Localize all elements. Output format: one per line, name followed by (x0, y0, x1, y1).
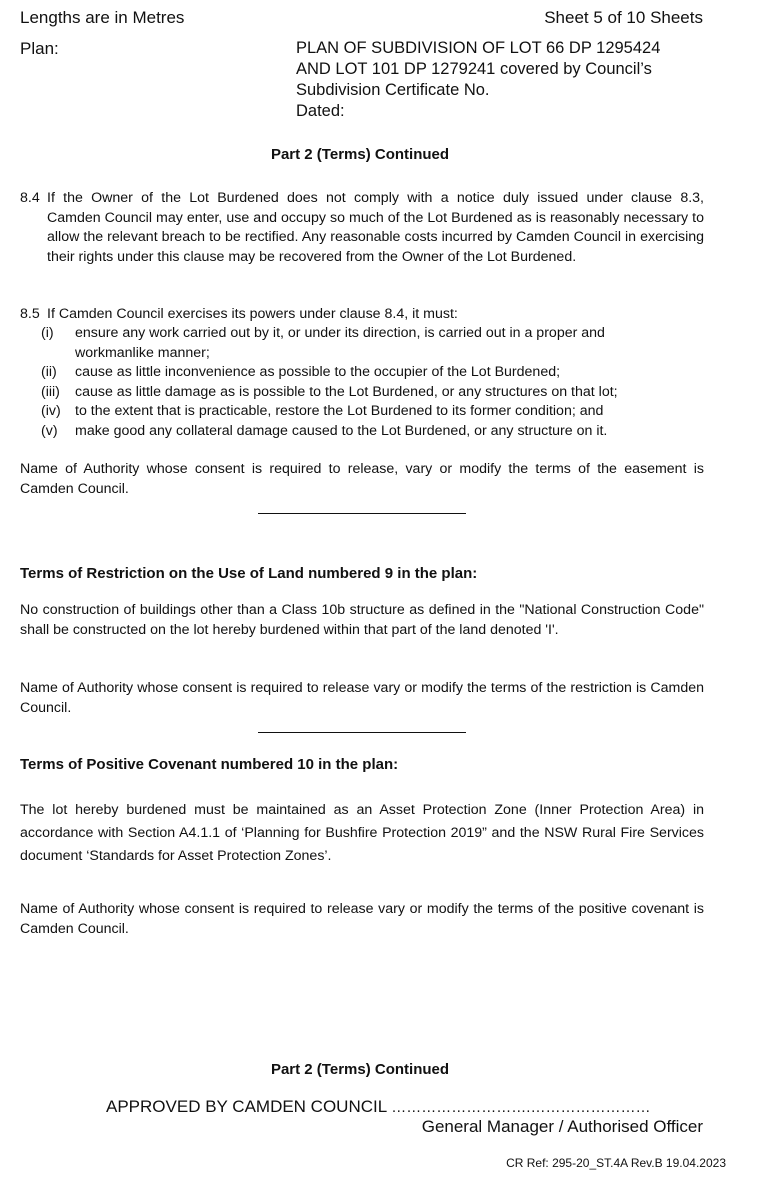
signature-dots: ……………………….…………………… (391, 1099, 651, 1116)
clause-line: If the Owner of the Lot Burdened does not comply with a notice duly issued under clause 8.3, (47, 190, 704, 206)
item-text: workmanlike manner; (75, 344, 210, 361)
list-item (20, 402, 704, 422)
clause-body: Camden Council may enter, use and occupy so much of the Lot Burdened as is reasonably necessary to allow the relevant breach to be rectified. Any reasonable costs incurred by Camden Council in exercising their rights under this clause may be recovered from the Owner of the Lot Burdened. (47, 209, 704, 265)
plan-title-line: Subdivision Certificate No. (296, 81, 490, 99)
item-text: make good any collateral damage caused to the Lot Burdened, or any structure on it. (75, 422, 608, 439)
authority-easement: Name of Authority whose consent is required to release, vary or modify the terms of the easement is Camden Council. (20, 461, 704, 497)
covenant-heading: Terms of Positive Covenant numbered 10 in the plan: (20, 756, 399, 773)
approval-line (106, 1096, 650, 1118)
divider (258, 513, 466, 514)
item-text: to the extent that is practicable, restore the Lot Burdened to its former condition; and (75, 403, 604, 419)
restriction-authority: Name of Authority whose consent is required to release vary or modify the terms of the restriction is Camden Council. (20, 680, 704, 716)
item-text: cause as little inconvenience as possible to the occupier of the Lot Burdened; (75, 364, 561, 380)
list-item (20, 422, 704, 442)
clause-number: 8.5 (20, 306, 40, 322)
list-item (20, 383, 704, 403)
item-text: ensure any work carried out by it, or under its direction, is carried out in a proper and (75, 325, 605, 341)
reference-code: CR Ref: 295-20_ST.4A Rev.B 19.04.2023 (506, 1156, 726, 1170)
plan-label: Plan: (20, 39, 59, 58)
part-heading: Part 2 (Terms) Continued (270, 146, 450, 163)
item-number: (iv) (41, 403, 61, 419)
clause-8-4 (20, 189, 704, 267)
lengths-note: Lengths are in Metres (20, 8, 185, 27)
approval-text: APPROVED BY CAMDEN COUNCIL (106, 1097, 387, 1116)
clause-8-5 (20, 305, 704, 325)
plan-title-line: AND LOT 101 DP 1279241 covered by Council’s (296, 60, 652, 78)
item-number: (i) (41, 325, 54, 341)
restriction-heading: Terms of Restriction on the Use of Land numbered 9 in the plan: (20, 565, 478, 582)
sheet-number: Sheet 5 of 10 Sheets (544, 8, 703, 27)
part-heading-bottom: Part 2 (Terms) Continued (270, 1061, 450, 1078)
plan-title-line: PLAN OF SUBDIVISION OF LOT 66 DP 1295424 (296, 39, 661, 57)
plan-title (296, 38, 726, 122)
clause-number: 8.4 (20, 190, 40, 206)
list-item (20, 324, 704, 363)
clause-8-5-items (20, 324, 704, 441)
covenant-authority: Name of Authority whose consent is required to release vary or modify the terms of the positive covenant is Camden Council. (20, 901, 704, 937)
plan-title-line: Dated: (296, 102, 345, 120)
item-text: cause as little damage as is possible to the Lot Burdened, or any structures on that lot; (75, 383, 618, 400)
covenant-body: The lot hereby burdened must be maintained as an Asset Protection Zone (Inner Protection Area) in accordance with Section A4.1.1 of ‘Planning for Bushfire Protection 2019” and the NSW Rural Fire Services document ‘Standards for Asset Protection Zones’. (20, 802, 704, 864)
clause-intro: If Camden Council exercises its powers under clause 8.4, it must: (47, 306, 458, 322)
item-number: (ii) (41, 364, 57, 380)
item-number: (v) (41, 422, 58, 439)
officer-title: General Manager / Authorised Officer (421, 1117, 703, 1136)
list-item (20, 363, 704, 383)
divider (258, 732, 466, 733)
restriction-body: No construction of buildings other than a Class 10b structure as defined in the "National Construction Code" shall be constructed on the lot hereby burdened within that part of the land denoted 'I'. (20, 602, 704, 638)
item-number: (iii) (41, 383, 60, 400)
